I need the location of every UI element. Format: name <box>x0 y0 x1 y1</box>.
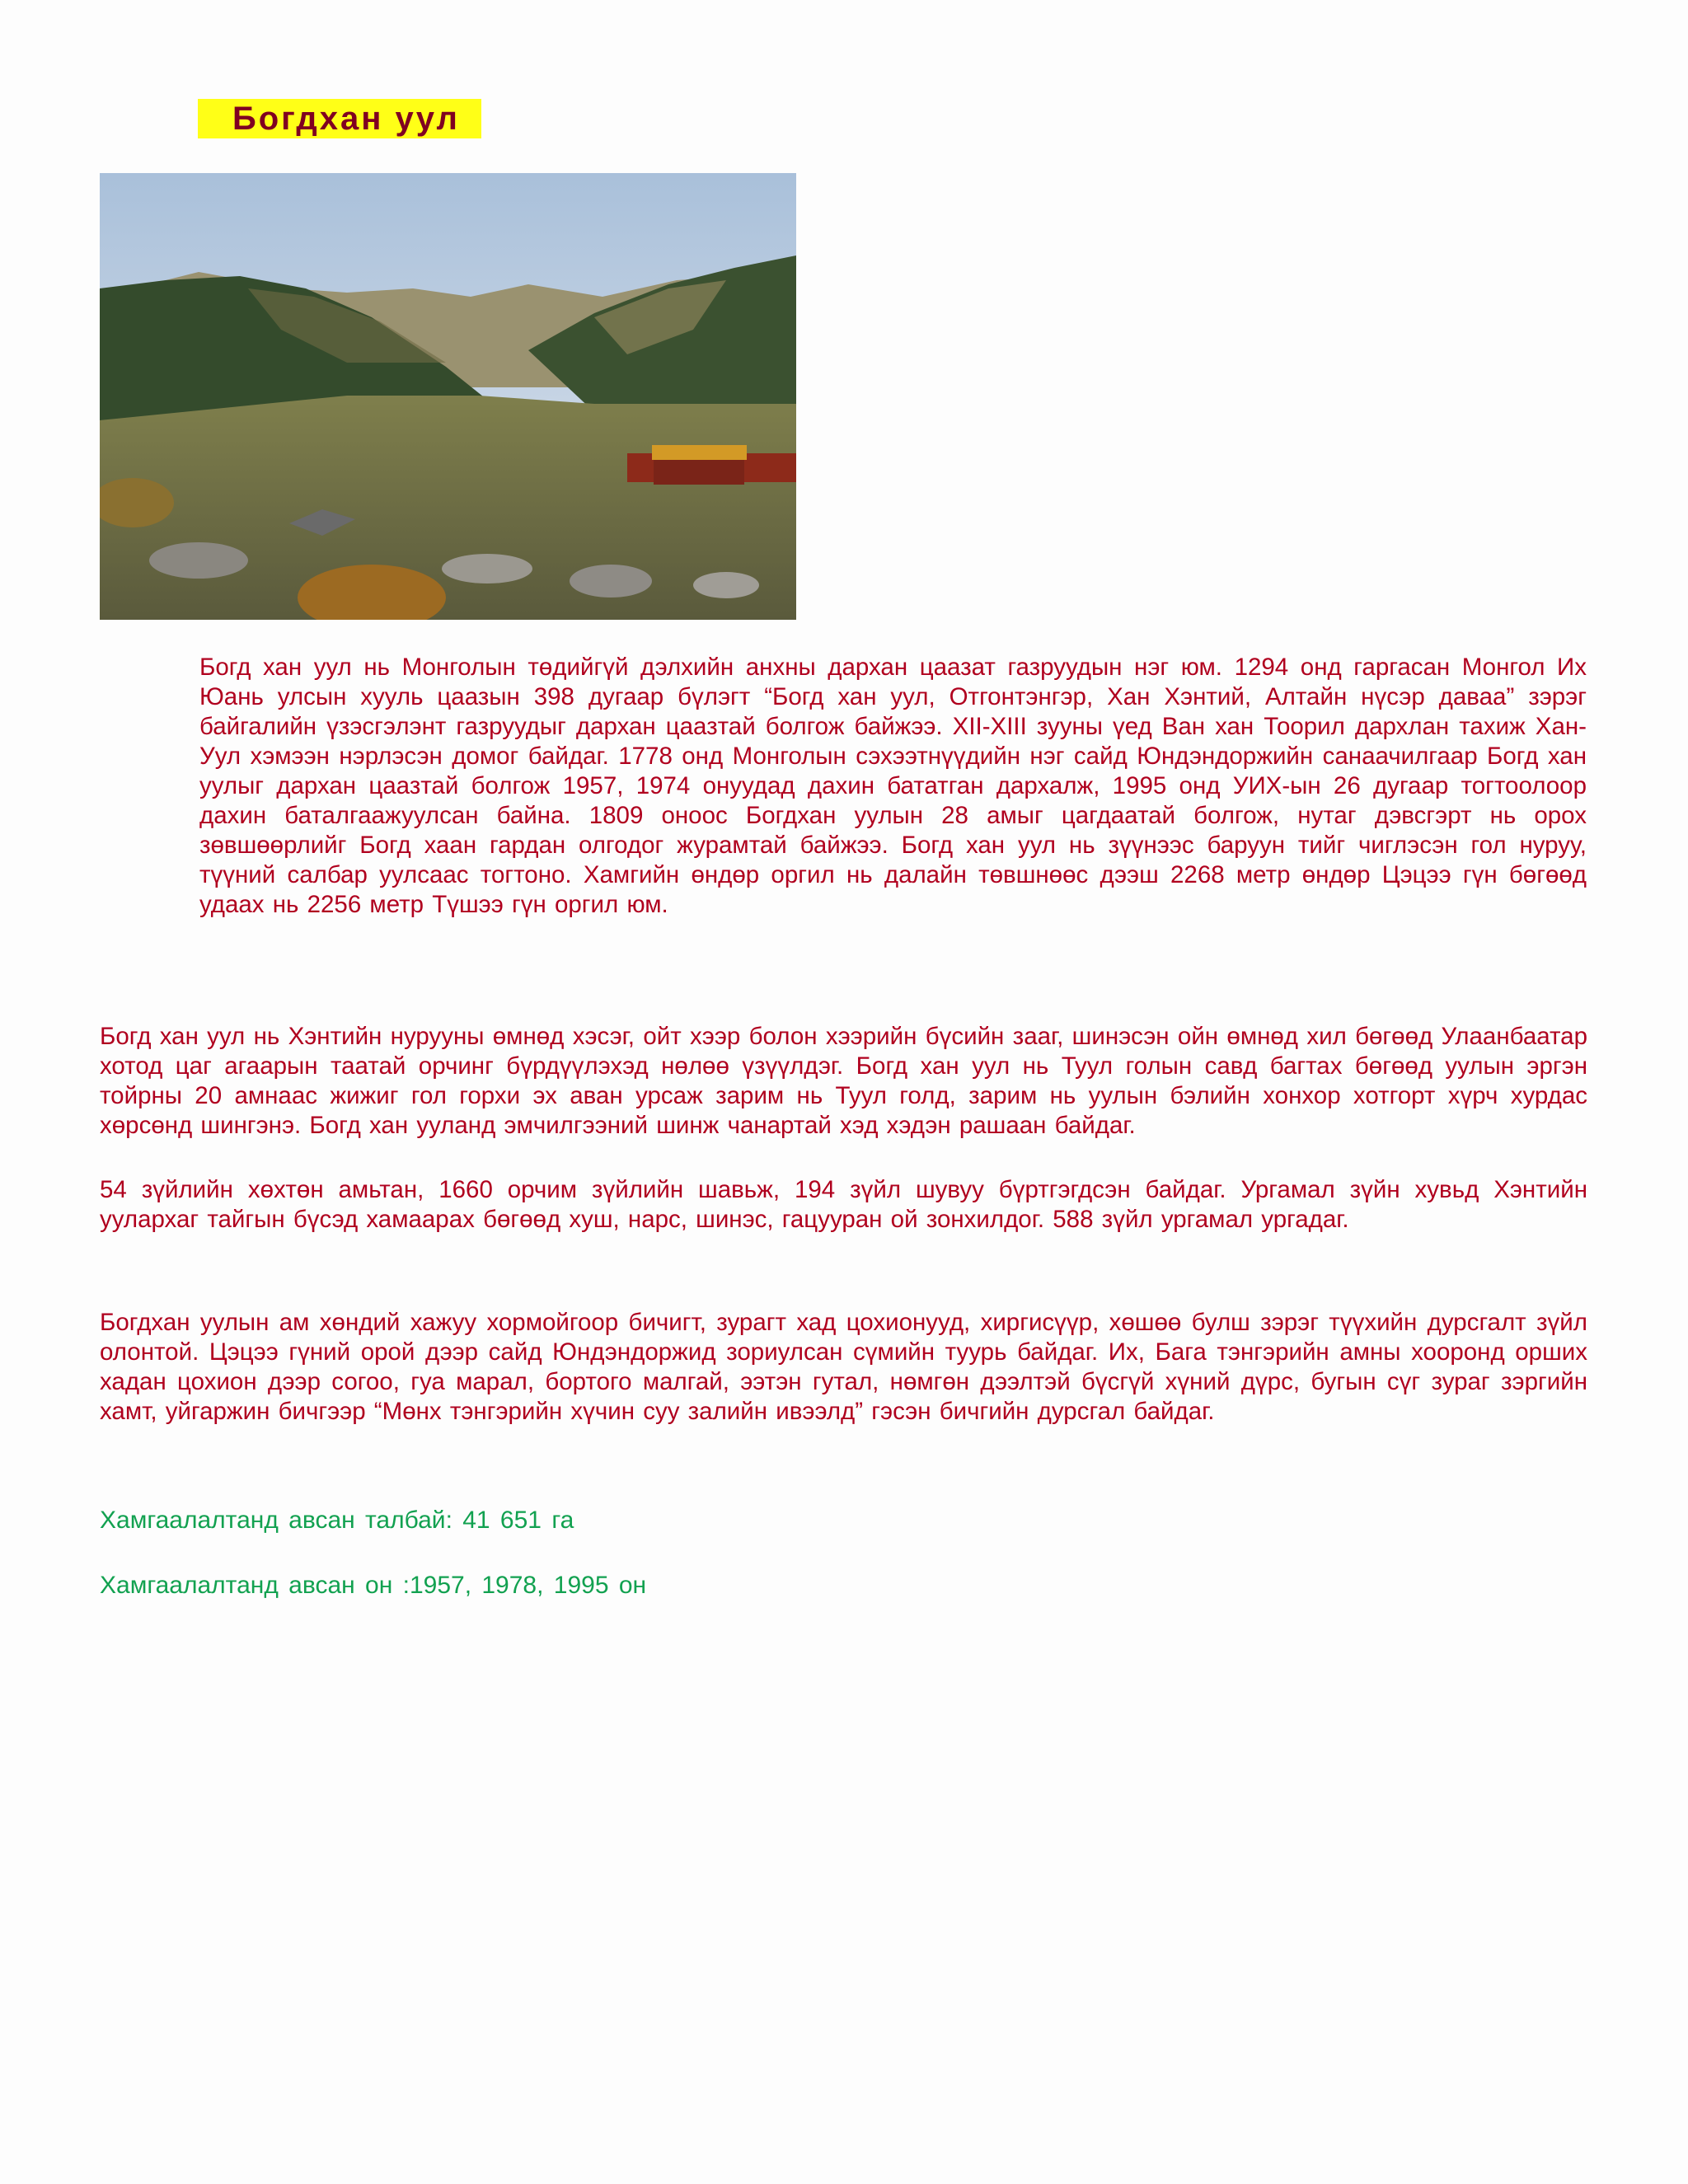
photo-rock <box>570 565 652 598</box>
photo-rock <box>149 542 248 579</box>
photo-valley-floor <box>100 396 796 620</box>
photo-temple-roof <box>652 445 747 460</box>
paragraph-geography: Богд хан уул нь Хэнтийн нурууны өмнөд хэсэг, ойт хээр болон хээрийн бүсийн зааг, шинэсэн ойн өмнөд хил бөгөөд Улаанбаатар хотод цаг агаарын таатай орчинг бүрдүүлэхэд нөлөө үзүүлдэг. Богд хан уул нь Туул голын савд багтах бөгөөд уулын эргэн тойрны 20 амнаас жижиг гол горхи эх аван урсаж зарим нь Туул голд, зарим нь уулын бэлийн хонхор хотгорт хүрч хурдас хөрсөнд шингэнэ. Богд хан ууланд эмчилгээний шинж чанартай хэд хэдэн рашаан байдаг. <box>100 1023 1587 1139</box>
photo-rock <box>442 554 532 583</box>
protected-years-fact: Хамгаалалтанд авсан он :1957, 1978, 1995 он <box>100 1572 647 1599</box>
paragraph-history: Богд хан уул нь Монголын төдийгүй дэлхийн анхны дархан цаазат газруудын нэг юм. 1294 онд гаргасан Монгол Их Юань улсын хууль цаазын 398 дугаар бүлэгт “Богд хан уул, Отгонтэнгэр, Хан Хэнтий, Алтайн нүсэр даваа” зэрэг байгалийн үзэсгэлэнт газруудыг дархан цаазтай болгож байжээ. XII-XIII зууны үед Ван хан Тоорил дархлан тахиж Хан- Уул хэмээн нэрлэсэн домог байдаг. 1778 онд Монголын сэхээтнүүдийн нэг сайд Юндэндоржийн санаачилгаар Богд хан уулыг дархан цаазтай болгож 1957, 1974 онуудад дахин бататган дархалж, 1995 онд УИХ-ын 26 дугаар тогтоолоор дахин баталгаажуулсан байна. 1809 оноос Богдхан уулын 28 амыг цагдаатай болгож, нутаг дэвсгэрт нь орох зөвшөөрлийг Богд хаан гардан олгодог журамтай байжээ. Богд хан уул нь зүүнээс баруун тийг чиглэсэн гол нуруу, түүний салбар уулсаас тогтоно. Хамгийн өндөр оргил нь далайн төвшнөөс дээш 2268 метр өндөр Цэцээ гүн бөгөөд удаах нь 2256 метр Түшээ гүн оргил юм. <box>199 654 1587 918</box>
paragraph-monuments: Богдхан уулын ам хөндий хажуу хормойгоор бичигт, зурагт хад цохионууд, хиргисүүр, хөшөө булш зэрэг түүхийн дурсгалт зүйл олонтой. Цэцээ гүний орой дээр сайд Юндэндоржид зориулсан сүмийн туурь байдаг. Их, Бага тэнгэрийн амны хооронд орших хадан цохион дээр согоо, гуа марал, бортого малгай, ээтэн гутал, нөмгөн дээлтэй бүсгүй хүний дүрс, бугын сүг зураг зэргийн хамт, уйгаржин бичгээр “Мөнх тэнгэрийн хүчин суу залийн ивээлд” гэсэн бичгийн дурсгал байдаг. <box>100 1309 1587 1425</box>
landscape-photo <box>100 173 796 620</box>
protected-area-fact: Хамгаалалтанд авсан талбай: 41 651 га <box>100 1507 574 1534</box>
paragraph-biodiversity: 54 зүйлийн хөхтөн амьтан, 1660 орчим зүйлийн шавьж, 194 зүйл шувуу бүртгэгдсэн байдаг. Ургамал зүйн хувьд Хэнтийн уулархаг тайгын бүсэд хамаарах бөгөөд хуш, нарс, шинэс, гацууран ой зонхилдог. 588 зүйл ургамал ургадаг. <box>100 1176 1587 1233</box>
photo-rock <box>693 572 759 598</box>
photo-temple-body <box>654 460 744 485</box>
page-title: Богдхан уул <box>198 99 481 138</box>
